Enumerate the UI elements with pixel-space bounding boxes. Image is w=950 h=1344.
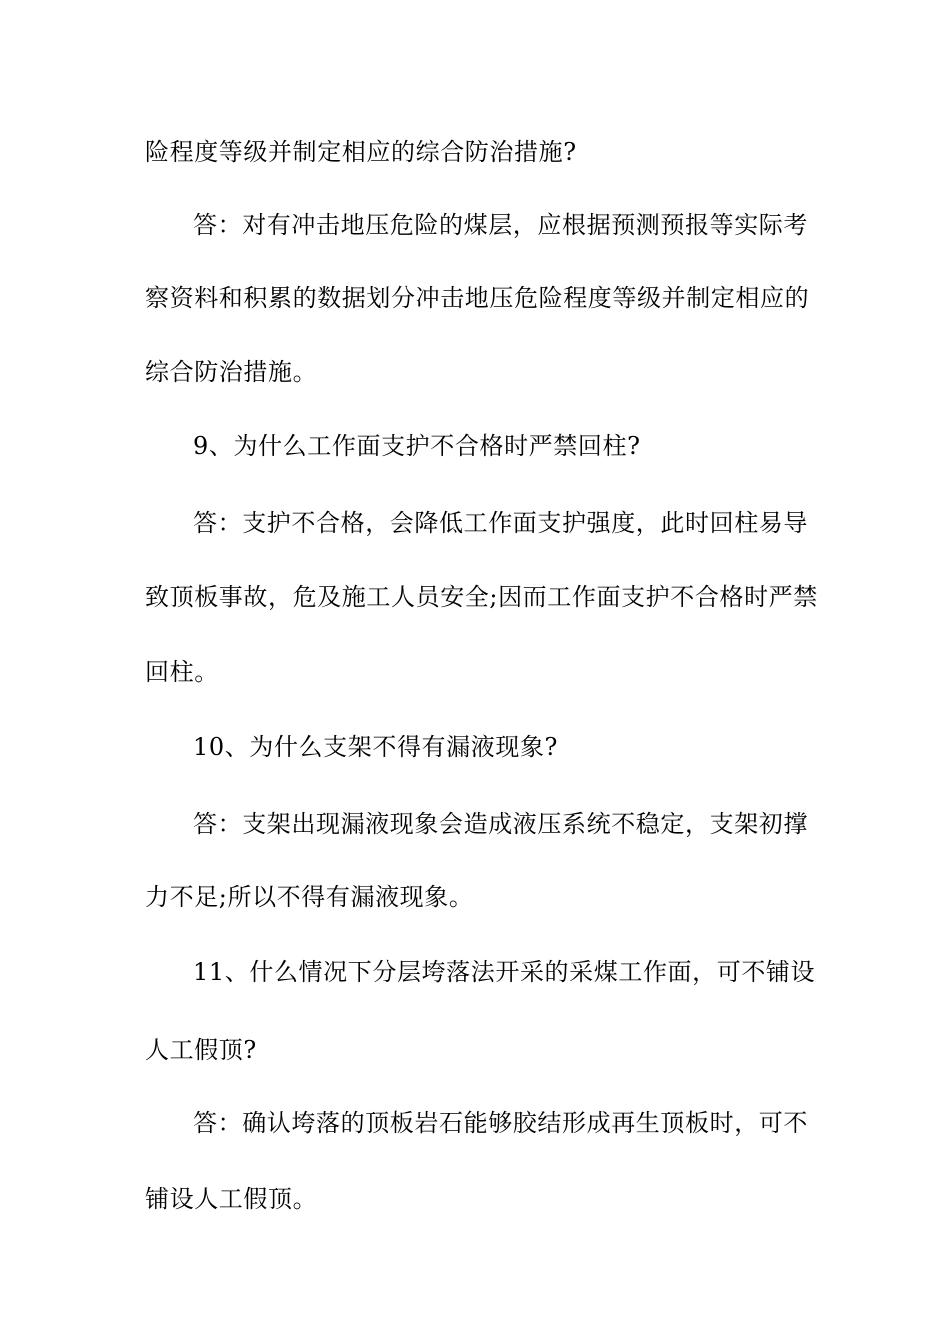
question-heading: 11、什么情况下分层垮落法开采的采煤工作面，可不铺设 xyxy=(193,958,816,986)
text-line: 险程度等级并制定相应的综合防治措施? xyxy=(145,138,577,166)
text-line: 察资料和积累的数据划分冲击地压危险程度等级并制定相应的 xyxy=(145,284,810,312)
text-line: 铺设人工假顶。 xyxy=(145,1185,318,1213)
text-line: 力不足;所以不得有漏液现象。 xyxy=(145,883,474,911)
answer-paragraph-line: 答：支架出现漏液现象会造成液压系统不稳定，支架初撑 xyxy=(193,810,808,838)
text-line: 综合防治措施。 xyxy=(145,358,318,386)
question-heading: 9、为什么工作面支护不合格时严禁回柱? xyxy=(193,432,641,460)
answer-paragraph-line: 答：支护不合格，会降低工作面支护强度，此时回柱易导 xyxy=(193,509,808,537)
question-heading: 10、为什么支架不得有漏液现象? xyxy=(193,733,559,761)
text-line: 人工假顶? xyxy=(145,1036,257,1064)
text-line: 致顶板事故，危及施工人员安全;因而工作面支护不合格时严禁 xyxy=(145,583,818,611)
answer-paragraph-line: 答：确认垮落的顶板岩石能够胶结形成再生顶板时，可不 xyxy=(193,1109,808,1137)
answer-paragraph-line: 答：对有冲击地压危险的煤层，应根据预测预报等实际考 xyxy=(193,211,808,239)
text-line: 回柱。 xyxy=(145,658,219,686)
